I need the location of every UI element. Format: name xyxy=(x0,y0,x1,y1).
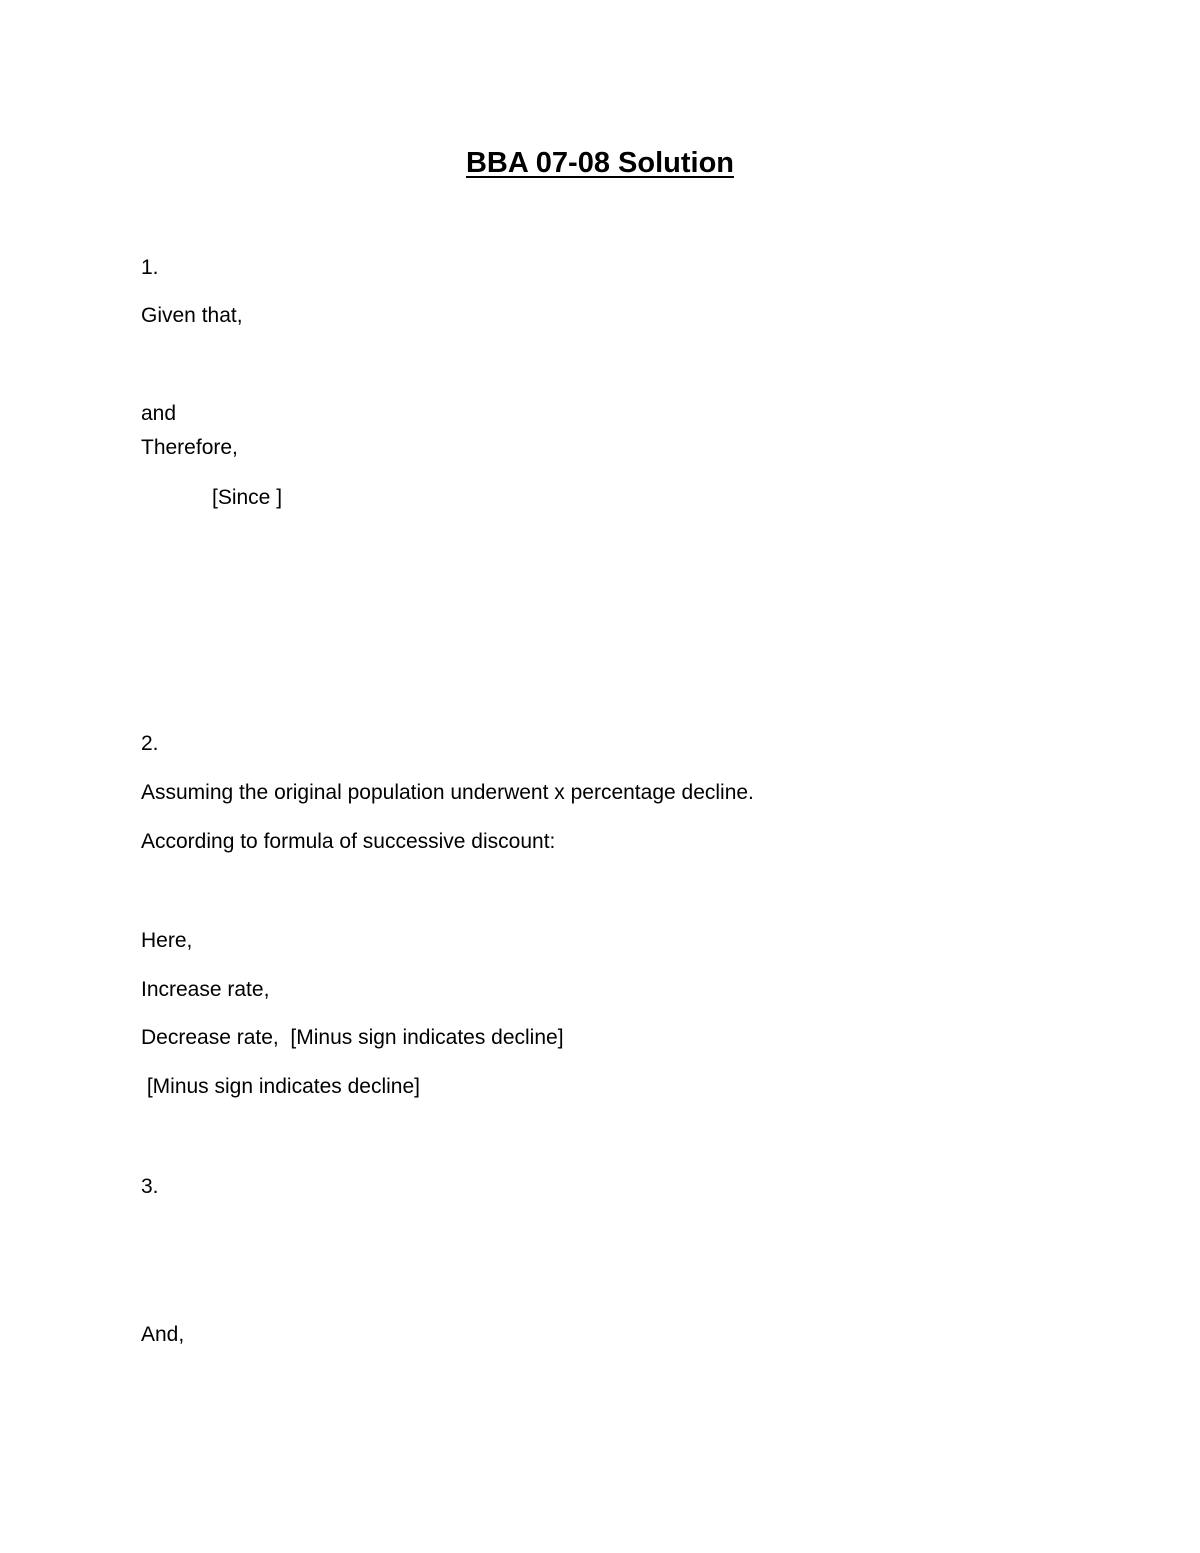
question-2-increase-rate: Increase rate, xyxy=(141,978,270,1001)
question-2-number: 2. xyxy=(141,732,159,755)
question-1-since: [Since ] xyxy=(212,486,283,509)
question-3-and: And, xyxy=(141,1323,185,1346)
page-title: BBA 07-08 Solution xyxy=(465,147,734,179)
question-2-here: Here, xyxy=(141,929,193,952)
question-1-number: 1. xyxy=(141,256,159,279)
question-1-therefore: Therefore, xyxy=(141,436,238,459)
question-2-decrease-rate: Decrease rate, [Minus sign indicates decline] xyxy=(141,1026,564,1049)
question-1-given: Given that, xyxy=(141,304,243,327)
question-1-and: and xyxy=(141,402,177,425)
question-2-formula-intro: According to formula of successive discount: xyxy=(141,830,556,853)
question-2-assumption: Assuming the original population underwent x percentage decline. xyxy=(141,781,754,804)
question-2-minus-note: [Minus sign indicates decline] xyxy=(141,1075,420,1098)
question-3-number: 3. xyxy=(141,1175,159,1198)
